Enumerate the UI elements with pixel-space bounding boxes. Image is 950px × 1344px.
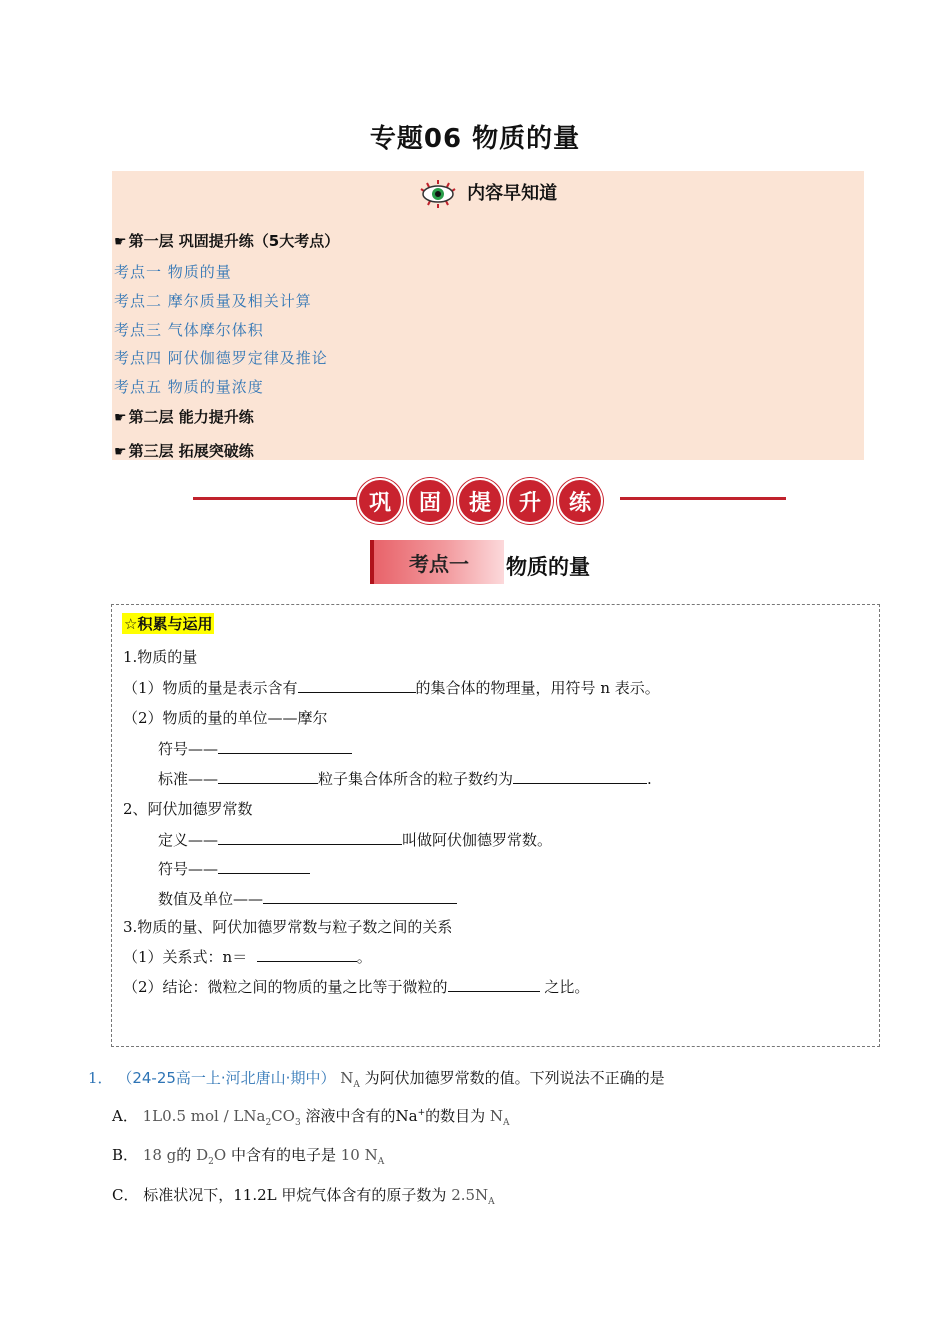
fill-blank[interactable] [218,829,402,845]
fill-blank[interactable] [448,976,540,992]
question-stem: 1． （24-25高一上·河北唐山·期中） $N_A$ 为阿伏加德罗常数的值。下列说法不正确的是 [88,1069,665,1090]
box-line: （2）物质的量的单位——摩尔 [123,709,328,727]
fill-blank[interactable] [263,888,457,904]
box-line: 1.物质的量 [123,648,198,666]
fill-blank[interactable] [298,677,416,693]
toc-heading: 内容早知道 [112,179,864,209]
fill-blank[interactable] [218,858,310,874]
option-c[interactable]: C． 标准状况下，11.2L 甲烷气体含有的原子数为 $2.5N_A$ [112,1186,495,1207]
banner-char: 练 [557,478,603,524]
section-title: 物质的量 [506,555,590,579]
banner-char: 升 [507,478,553,524]
toc-point-1[interactable]: 考点一 物质的量 [114,263,232,281]
fill-blank[interactable] [513,768,647,784]
box-line: 3.物质的量、阿伏加德罗常数与粒子数之间的关系 [123,918,453,936]
box-line: （1）关系式：n＝ 。 [123,948,372,966]
pointing-hand-icon: ☛ [114,234,127,250]
box-line: （1）物质的量是表示含有 的集合体的物理量，用符号 n 表示。 [123,679,660,697]
banner-char: 提 [457,478,503,524]
question-number: 1． [88,1069,113,1087]
box-badge: ☆积累与运用 [124,615,213,633]
toc-point-3[interactable]: 考点三 气体摩尔体积 [114,321,264,339]
avogadro-symbol: $N_A$ [340,1069,360,1090]
toc-layer-3[interactable]: ☛ 第三层 拓展突破练 [114,442,254,460]
banner-char: 固 [407,478,453,524]
fill-blank[interactable] [257,946,357,962]
banner-char: 巩 [357,478,403,524]
option-a[interactable]: A． 1L0.5 mol / $LNa_2CO_3$ 溶液中含有的Na+的数目为 $N_A$ [112,1107,510,1128]
box-line: （2）结论：微粒之间的物质的量之比等于微粒的 之比。 [123,978,590,996]
page-title: 专题06 物质的量 [369,124,581,154]
box-line: 数值及单位—— [158,888,457,909]
box-line: 2、阿伏加德罗常数 [123,800,253,818]
toc-panel [112,171,864,460]
option-b[interactable]: B． 18 g的 $D_2O$ 中含有的电子是 10 $N_A$ [112,1146,385,1167]
section-tag: 考点一 [370,540,504,584]
fill-blank[interactable] [218,738,352,754]
eye-icon [419,179,457,209]
fill-blank[interactable] [218,768,318,784]
toc-layer-2[interactable]: ☛ 第二层 能力提升练 [114,408,254,426]
box-line: 符号—— [158,738,352,759]
box-line: 定义—— 叫做阿伏伽德罗常数。 [158,831,553,849]
question-source: （24-25高一上·河北唐山·期中） [117,1069,336,1087]
toc-point-2[interactable]: 考点二 摩尔质量及相关计算 [114,292,312,310]
toc-point-5[interactable]: 考点五 物质的量浓度 [114,378,264,396]
toc-point-4[interactable]: 考点四 阿伏伽德罗定律及推论 [114,349,328,367]
pointing-hand-icon: ☛ [114,444,127,460]
box-line: 标准—— 粒子集合体所含的粒子数约为 . [158,770,652,788]
banner-rule-left [193,497,359,500]
knowledge-box [111,604,880,1047]
box-line: 符号—— [158,858,310,879]
pointing-hand-icon: ☛ [114,410,127,426]
section-banner [357,478,603,520]
banner-rule-right [620,497,786,500]
toc-layer-1[interactable]: ☛ 第一层 巩固提升练（5大考点） [114,232,340,250]
